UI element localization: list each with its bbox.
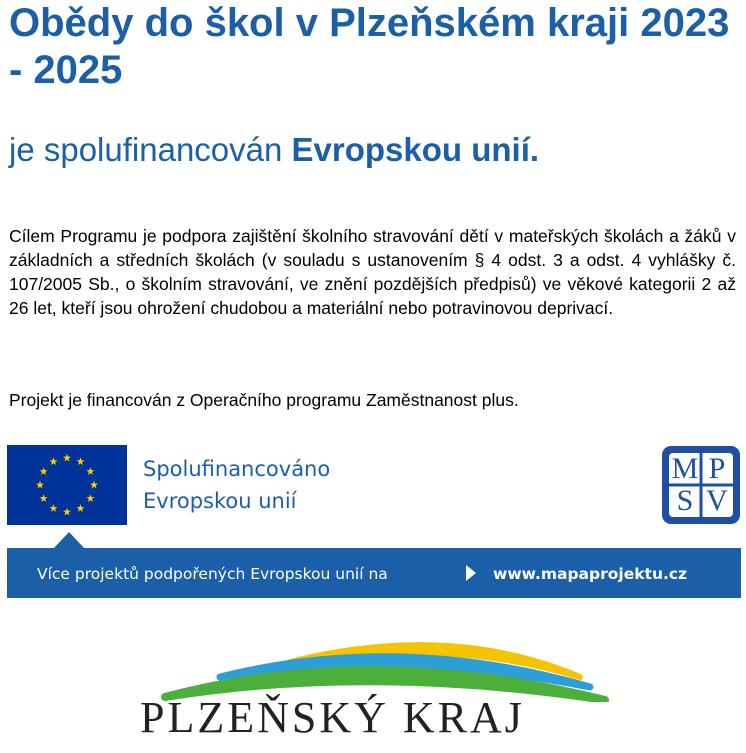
mpsv-grid-lines xyxy=(669,453,733,517)
eu-label-line1: Spolufinancováno xyxy=(143,457,331,481)
subtitle-emphasis: Evropskou unií. xyxy=(291,131,540,168)
eu-star-icon xyxy=(63,508,71,516)
eu-star-icon xyxy=(50,504,58,512)
mapaprojektu-link[interactable]: www.mapaprojektu.cz xyxy=(493,565,688,583)
subtitle-prefix: je spolufinancován xyxy=(9,131,292,168)
eu-star-icon xyxy=(63,454,71,462)
eu-star-icon xyxy=(86,494,94,502)
eu-star-icon xyxy=(40,494,48,502)
eu-star-icon xyxy=(50,457,58,465)
band-notch xyxy=(53,532,85,549)
band-text: Více projektů podpořených Evropskou unií na xyxy=(37,565,388,583)
mpsv-letter-s: S xyxy=(676,484,694,517)
eu-star-icon xyxy=(36,481,44,489)
eu-star-icon xyxy=(77,504,85,512)
program-description: Cílem Programu je podpora zajištění školního stravování dětí v mateřských školách a žáků v základních a středních školách (v souladu s ustanovením § 4 odst. 3 a odst. 4 vyhlášky č. 107/2005 Sb., o školním stravování, ve znění pozdějších předpisů) ve věkové kategorii 2 až 26 let, kteří jsou ohrožení chudobou a materiální nebo potravinovou deprivací. xyxy=(9,226,736,318)
eu-stars-icon xyxy=(7,445,127,525)
eu-star-icon xyxy=(90,481,98,489)
mpsv-letter-p: P xyxy=(708,453,726,485)
mpsv-logo xyxy=(662,446,740,524)
eu-star-icon xyxy=(40,467,48,475)
page-subtitle xyxy=(9,128,539,172)
eu-star-icon xyxy=(86,467,94,475)
page-title: Obědy do škol v Plzeňském kraji 2023 - 2025 xyxy=(9,1,730,92)
mpsv-letter-v: V xyxy=(706,484,728,517)
plzensky-kraj-wordmark: PLZEŇSKÝ KRAJ xyxy=(140,693,525,742)
eu-star-icon xyxy=(77,457,85,465)
funding-statement: Projekt je financován z Operačního programu Zaměstnanost plus. xyxy=(9,390,519,410)
mpsv-logo-inner xyxy=(669,453,733,517)
eu-cofinanced-label xyxy=(143,453,330,517)
play-arrow-icon xyxy=(466,565,476,581)
eu-flag-icon xyxy=(7,445,127,525)
mpsv-letter-m: M xyxy=(671,453,699,485)
eu-label-line2: Evropskou unií xyxy=(143,489,297,513)
